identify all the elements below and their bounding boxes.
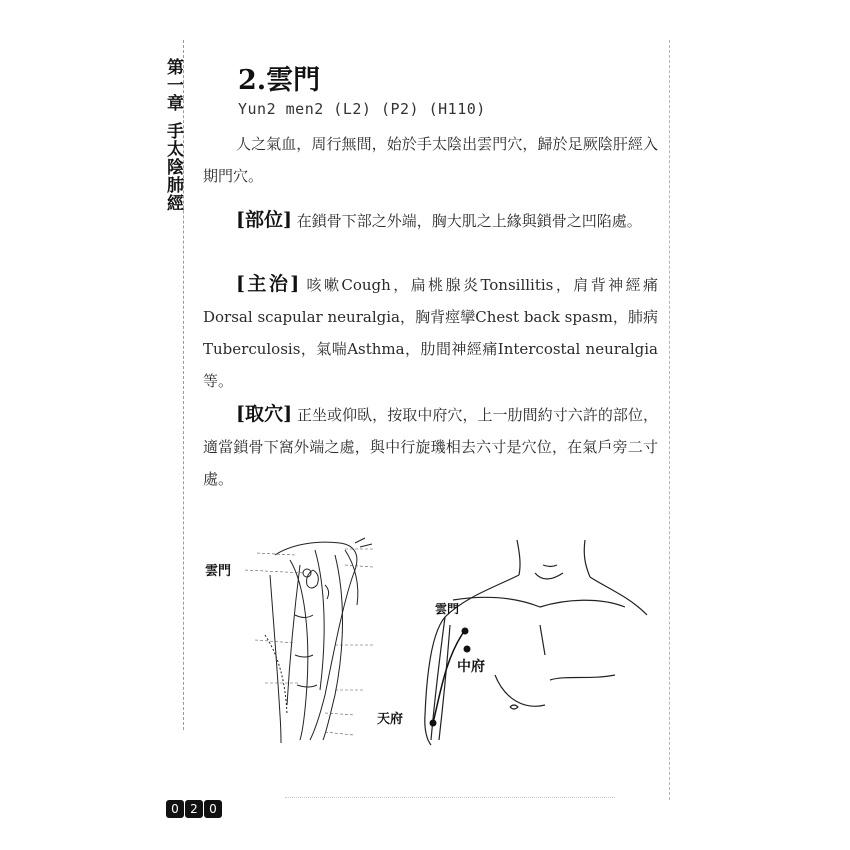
yunmen-point-marker xyxy=(462,628,469,635)
chapter-number: 第一章 xyxy=(163,58,183,112)
method-paragraph xyxy=(203,398,658,495)
figure-label-yunmen-left: 雲門 xyxy=(205,564,232,579)
method-tag: [取穴] xyxy=(236,403,293,425)
right-margin-rule xyxy=(669,40,670,800)
location-tag: [部位] xyxy=(236,209,292,231)
indication-tag: [主治] xyxy=(236,273,300,295)
zhongfu-point-marker xyxy=(464,646,471,653)
pinyin-line: Yun2 men2 (L2) (P2) (H110) xyxy=(238,100,486,118)
page-title: 2.雲門 xyxy=(238,65,321,96)
footer-rule xyxy=(285,797,615,798)
page-number-digit: 2 xyxy=(185,800,203,818)
figure-label-yunmen-right: 雲門 xyxy=(435,602,460,616)
location-paragraph xyxy=(203,204,658,237)
margin-rule xyxy=(183,40,184,730)
chapter-running-head xyxy=(163,58,183,212)
figure-label-zhongfu: 中府 xyxy=(457,659,485,675)
page-number-digit: 0 xyxy=(204,800,222,818)
page-number xyxy=(166,800,223,818)
tianfu-point-marker xyxy=(430,720,437,727)
page-number-digit: 0 xyxy=(166,800,184,818)
intro-paragraph: 人之氣血，周行無間，始於手太陰出雲門穴，歸於足厥陰肝經入期門穴。 xyxy=(203,135,658,185)
figure-label-tianfu: 天府 xyxy=(377,712,404,727)
indication-paragraph xyxy=(203,268,658,397)
location-text: 在鎖骨下部之外端，胸大肌之上緣與鎖骨之凹陷處。 xyxy=(296,212,642,230)
anatomy-illustration xyxy=(265,538,372,743)
indication-text: 咳嗽Cough，扁桃腺炎Tonsillitis，肩背神經痛Dorsal scapular neuralgia，胸背痙攣Chest back spasm，肺病Tuberculosis，氣喘Asthma，肋間神經痛Intercostal neuralgia等。 xyxy=(203,276,659,390)
meridian-name: 手太陰肺經 xyxy=(163,122,183,212)
acupoint-figure xyxy=(195,525,655,770)
method-text: 正坐或仰臥，按取中府穴，上一肋間約寸六許的部位，適當鎖骨下窩外端之處，與中行旋璣相去六寸是穴位，在氣戶旁二寸處。 xyxy=(203,406,658,488)
